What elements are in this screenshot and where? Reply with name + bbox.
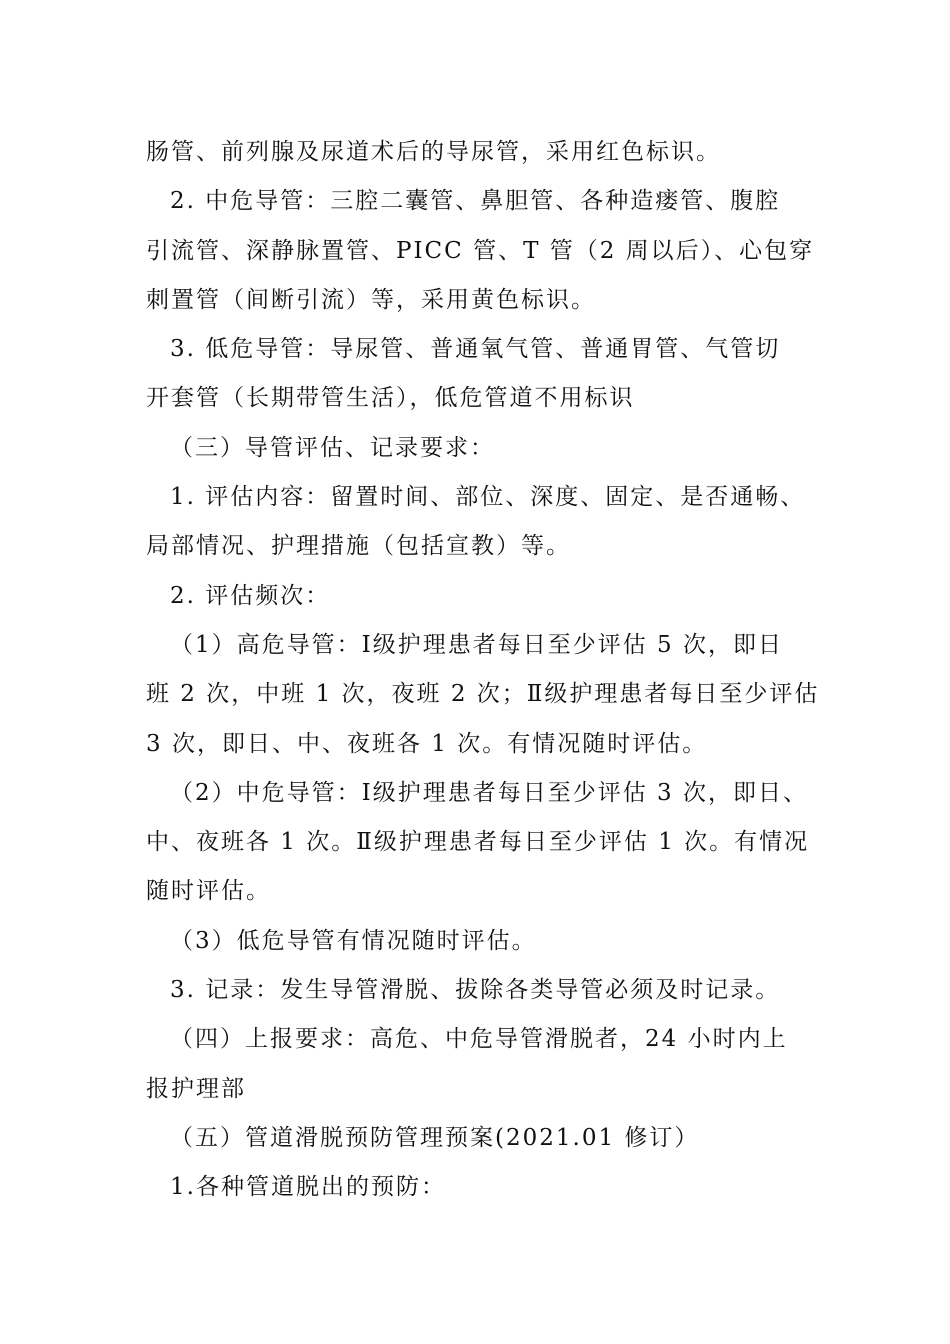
text-line: 随时评估。: [146, 878, 271, 905]
section-heading: （五）管道滑脱预防管理预案(2021.01 修订）: [170, 1124, 700, 1151]
text-line: 中、夜班各 1 次。Ⅱ级护理患者每日至少评估 1 次。有情况: [146, 829, 810, 856]
text-line: （1）高危导管：Ⅰ级护理患者每日至少评估 5 次，即日: [170, 631, 783, 658]
text-line: 1.各种管道脱出的预防：: [170, 1174, 446, 1201]
section-heading: （四）上报要求：高危、中危导管滑脱者，24 小时内上: [170, 1026, 788, 1053]
text-line: 2. 中危导管：三腔二囊管、鼻胆管、各种造瘘管、腹腔: [170, 188, 781, 215]
text-line: 2. 评估频次：: [170, 582, 331, 609]
text-line: 1. 评估内容：留置时间、部位、深度、固定、是否通畅、: [170, 484, 806, 511]
text-line: 班 2 次，中班 1 次，夜班 2 次；Ⅱ级护理患者每日至少评估: [146, 681, 820, 708]
text-line: （2）中危导管：Ⅰ级护理患者每日至少评估 3 次，即日、: [170, 779, 808, 806]
text-line: 3 次，即日、中、夜班各 1 次。有情况随时评估。: [146, 730, 708, 757]
text-line: 肠管、前列腺及尿道术后的导尿管，采用红色标识。: [146, 139, 721, 165]
text-line: （3）低危导管有情况随时评估。: [170, 927, 537, 954]
document-body: [146, 128, 836, 1213]
text-line: 引流管、深静脉置管、PICC 管、T 管（2 周以后）、心包穿: [146, 237, 815, 264]
text-line: 局部情况、护理措施（包括宣教）等。: [146, 533, 571, 560]
section-heading: （三）导管评估、记录要求：: [170, 434, 495, 461]
text-line: 3. 低危导管：导尿管、普通氧气管、普通胃管、气管切: [170, 336, 781, 363]
text-line: 3. 记录：发生导管滑脱、拔除各类导管必须及时记录。: [170, 977, 781, 1004]
text-line: 刺置管（间断引流）等，采用黄色标识。: [146, 286, 596, 313]
text-line: 报护理部: [146, 1075, 246, 1102]
text-line: 开套管（长期带管生活），低危管道不用标识: [146, 385, 635, 412]
